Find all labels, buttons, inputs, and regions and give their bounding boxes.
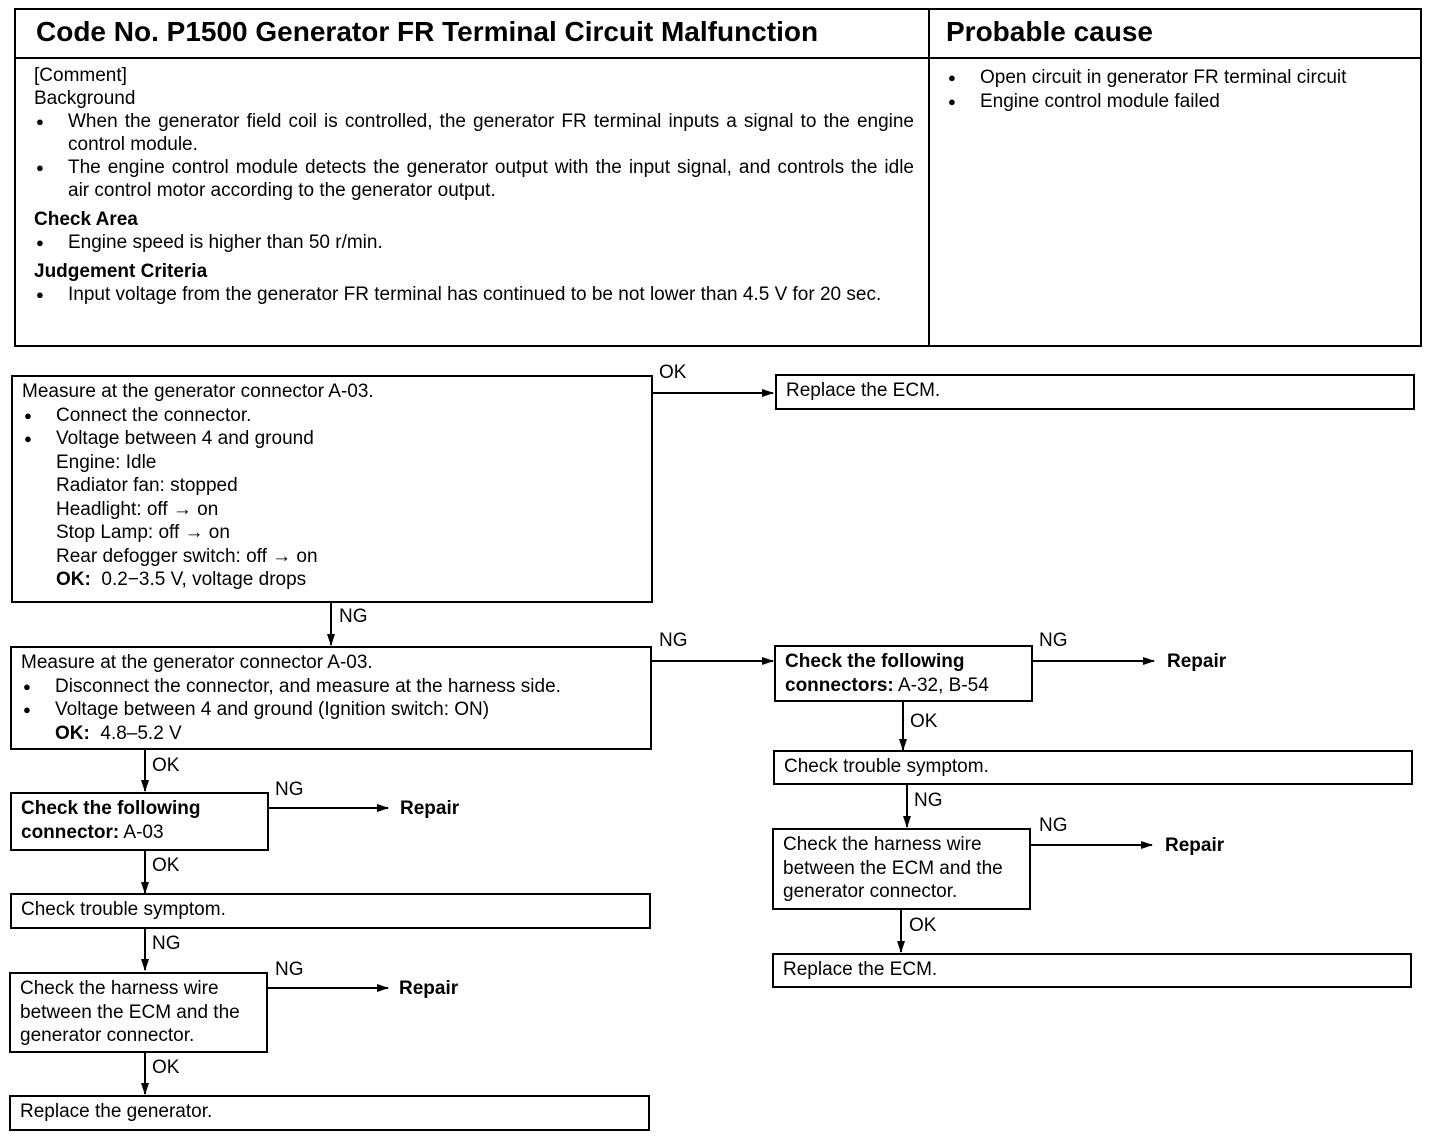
ok-label-check-conns: OK	[910, 711, 938, 732]
right-replace-ecm-box	[772, 953, 1412, 988]
step2-title: Measure at the generator connector A-03.	[21, 652, 373, 673]
replace-generator-text: Replace the generator.	[20, 1101, 213, 1122]
step1-condition: Radiator fan: stopped	[56, 475, 238, 496]
ng-label-left-harness: NG	[275, 959, 304, 980]
ok-label-left-harness: OK	[152, 1057, 180, 1078]
step1-ok-criteria	[22, 568, 642, 592]
repair-label: Repair	[1165, 835, 1225, 856]
ng-label-check-conn: NG	[275, 779, 304, 800]
ok-label: OK:	[55, 722, 90, 744]
step1-condition: Stop Lamp: off → on	[56, 522, 230, 543]
ng-label-step1: NG	[339, 606, 368, 627]
repair-label: Repair	[400, 798, 460, 819]
replace-ecm-top-box	[775, 374, 1415, 410]
ok-label: OK:	[56, 569, 91, 590]
connector-value: A-03	[123, 821, 164, 843]
cause-item: ● Engine control module failed	[946, 90, 1416, 114]
right-trouble-symptom-box	[773, 750, 1413, 785]
check-connectors-line1	[785, 650, 1022, 674]
connectors-value: A-32, B-54	[897, 674, 989, 696]
ok-label-step1: OK	[659, 362, 687, 383]
check-connector-box	[10, 792, 269, 851]
right-harness-wire-box	[772, 828, 1031, 910]
repair-label: Repair	[1167, 651, 1227, 672]
check-area-item: ● Engine speed is higher than 50 r/min.	[34, 231, 914, 254]
step1-bullet: ● Voltage between 4 and ground	[22, 427, 642, 451]
check-connector-line1	[21, 797, 258, 821]
ok-value: 4.8–5.2 V	[100, 722, 182, 744]
step1-condition: Engine: Idle	[56, 451, 157, 473]
ng-label-check-conns: NG	[1039, 630, 1068, 651]
harness-line: generator connector.	[20, 1025, 195, 1046]
ok-label-check-conn: OK	[152, 855, 180, 876]
step1-condition: Rear defogger switch: off → on	[56, 545, 318, 567]
step1-title: Measure at the generator connector A-03.	[22, 381, 374, 402]
ng-label-step2: NG	[659, 630, 688, 651]
step1-condition: Headlight: off → on	[56, 498, 219, 520]
connector-label: connector:	[21, 821, 120, 843]
comment-label: [Comment]	[34, 65, 127, 86]
step1-measure-box	[11, 375, 653, 603]
replace-ecm-text: Replace the ECM.	[786, 380, 941, 401]
ng-label-right-trouble: NG	[914, 790, 943, 811]
check-connector-text: Check the following	[21, 798, 201, 819]
judgement-criteria-item: ● Input voltage from the generator FR terminal has continued to be not lower than 4.5 V for 20 sec.	[34, 283, 914, 306]
harness-line: between the ECM and the	[20, 1001, 240, 1023]
check-connector-line2	[21, 821, 258, 845]
judgement-criteria-label: Judgement Criteria	[34, 261, 208, 282]
step2-bullet: ● Disconnect the connector, and measure at the harness side.	[21, 675, 641, 699]
background-item: ● When the generator field coil is controlled, the generator FR terminal inputs a signal to the engine control module.	[34, 110, 914, 156]
harness-line: Check the harness wire	[20, 978, 219, 999]
probable-cause-heading: Probable cause	[946, 16, 1153, 47]
replace-ecm-text: Replace the ECM.	[783, 959, 938, 980]
harness-line: between the ECM and the	[783, 857, 1003, 879]
step2-bullet: ● Voltage between 4 and ground (Ignition switch: ON)	[21, 698, 641, 722]
ng-label-right-harness: NG	[1039, 815, 1068, 836]
ok-value: 0.2−3.5 V, voltage drops	[101, 569, 307, 590]
replace-generator-box	[9, 1095, 650, 1131]
ng-label-left-trouble: NG	[152, 933, 181, 954]
background-label: Background	[34, 88, 136, 109]
ok-label-right-harness: OK	[909, 915, 937, 936]
left-trouble-symptom-box	[10, 893, 651, 929]
cause-item: ● Open circuit in generator FR terminal circuit	[946, 66, 1416, 90]
check-connectors-text: Check the following	[785, 651, 965, 672]
ok-label-step2: OK	[152, 755, 180, 776]
left-harness-wire-box	[9, 972, 268, 1053]
repair-label: Repair	[399, 978, 459, 999]
trouble-symptom-text: Check trouble symptom.	[21, 899, 226, 920]
check-connectors-line2	[785, 674, 1022, 698]
step2-measure-box	[10, 646, 652, 750]
step2-ok-criteria	[21, 722, 641, 746]
background-item: ● The engine control module detects the generator output with the input signal, and controls the idle air control motor according to the generator output.	[34, 156, 914, 202]
code-title: Code No. P1500 Generator FR Terminal Circuit Malfunction	[36, 16, 819, 47]
harness-line: Check the harness wire	[783, 834, 982, 855]
connectors-label: connectors:	[785, 674, 894, 696]
trouble-symptom-text: Check trouble symptom.	[784, 756, 989, 777]
step1-bullet: ● Connect the connector.	[22, 404, 642, 428]
check-area-label: Check Area	[34, 209, 138, 230]
check-connectors-box	[774, 645, 1033, 702]
harness-line: generator connector.	[783, 881, 958, 902]
